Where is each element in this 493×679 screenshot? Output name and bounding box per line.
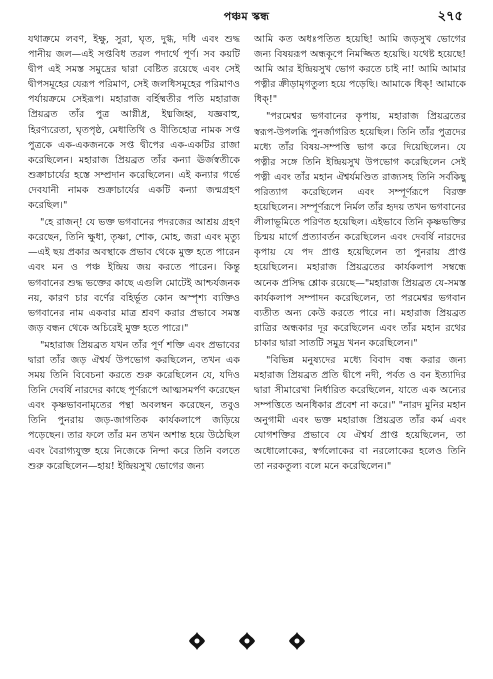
- paragraph: "পরমেশ্বর ভগবানের কৃপায়, মহারাজ প্রিয়ব্রতের স্বরূপ-উপলব্ধি পুনর্জাগরিত হয়েছিল। তিনি তাঁর পুত্রদের মধ্যে তাঁর বিষয়-সম্পত্তি ভাগ করে দিয়েছিলেন। যে পত্নীর সঙ্গে তিনি ইন্দ্রিয়সুখ উপভোগ করেছিলেন সেই পত্নী এবং তাঁর মহান ঐশ্বর্যমণ্ডিত রাজ্যসহ তিনি সর্বকিছু পরিত্যাগ করেছিলেন এবং সম্পূর্ণরূপে বিরক্ত হয়েছিলেন। সম্পূর্ণরূপে নির্মল তাঁর হৃদয় তখন ভগবানের লীলাভূমিতে পরিণত হয়েছিল। এইভাবে তিনি কৃষ্ণভক্তির চিন্ময় মার্গে প্রত্যাবর্তন করেছিলেন এবং দেবর্ষি নারদের কৃপায় যে পদ প্রাপ্ত হয়েছিলেন তা পুনরায় প্রাপ্ত হয়েছিলেন। মহারাজ প্রিয়ব্রতের কার্যকলাপ সম্বন্ধে অনেক প্রসিদ্ধ শ্লোক রয়েছে—"মহারাজ প্রিয়ব্রত যে-সমস্ত কার্যকলাপ সম্পাদন করেছিলেন, তা পরমেশ্বর ভগবান ব্যতীত অন্য কেউ করতে পারে না। মহারাজ প্রিয়ব্রত রাত্রির অন্ধকার দূর করেছিলেন এবং তাঁর মহান রথের চাকার দ্বারা সাতটি সমুদ্র খনন করেছিলেন।": [254, 111, 466, 349]
- paragraph: যথাক্রমে লবণ, ইক্ষু, সুরা, ঘৃত, দুগ্ধ, দধি এবং শুদ্ধ পানীয় জল—এই সপ্তবিধ তরল পদার্থে পূর্ণ। সব কয়টি দ্বীপ এই সমস্ত সমুদ্রের দ্বারা বেষ্টিত রয়েছে এবং সেই দ্বীপসমূহের যেরূপ পরিমাণ, সেই জলধিসমূহের পরিমাণও পর্যায়ক্রমে সেইরূপ। মহারাজ বর্হিষ্মতীর পতি মহারাজ প্রিয়ব্রত তাঁর পুত্র আগ্নীধ্র, ইধ্মজিহ্ব, যজ্ঞবাহু, হিরণ্যরেতা, ঘৃতপৃষ্ঠ, মেধাতিথি ও বীতিহোত্র নামক সপ্ত পুত্রকে এক-একজনকে সপ্ত দ্বীপের এক-একটির রাজা করেছিলেন। মহারাজ প্রিয়ব্রত তাঁর কন্যা ঊর্জস্বতীকে শুক্রাচার্যের হস্তে সম্প্রদান করেছিলেন। এই কন্যার গর্ভে দেবযানী নামক শুক্রাচার্যের একটি কন্যা জন্মগ্রহণ করেছিল।": [28, 34, 240, 212]
- paragraph: আমি কত অধঃপতিত হয়েছি! আমি জড়সুখ ভোগের জন্য বিষয়রূপ অন্ধকূপে নিমজ্জিত হয়েছি। যথেষ্ট হয়েছে! আমি আর ইন্দ্রিয়সুখ ভোগ করতে চাই না! আমি আমার পত্নীর ক্রীড়ামৃগতুল্য হয়ে পড়েছি। আমাকে ধিক্! আমাকে ধিক্!": [254, 34, 466, 106]
- page-header: [30, 8, 463, 26]
- running-title: পঞ্চম স্কন্ধ: [223, 10, 270, 23]
- ornament-icon: [236, 630, 258, 652]
- page-number: ২৭৫: [437, 9, 463, 24]
- ornament-icon: [186, 630, 208, 652]
- footer-ornament: [0, 630, 493, 652]
- paragraph: "বিভিন্ন মনুষ্যদের মধ্যে বিবাদ বন্ধ করার জন্য মহারাজ প্রিয়ব্রত প্রতি দ্বীপে নদী, পর্বত ও বন ইত্যাদির দ্বারা সীমারেখা নির্ধারিত করেছিলেন, যাতে এক অন্যের সম্পত্তিতে অনধিকার প্রবেশ না করে।" "নারদ মুনির মহান অনুগামী এবং ভক্ত মহারাজ প্রিয়ব্রত তাঁর কর্ম এবং যোগশক্তির প্রভাবে যে ঐশ্বর্য প্রাপ্ত হয়েছিলেন, তা অধোলোকের, স্বর্গলোকের বা নরলোকের হলেও তিনি তা নরকতুল্য বলে মনে করেছিলেন।": [254, 354, 466, 472]
- paragraph: "হে রাজন্! যে ভক্ত ভগবানের পদরজের আশ্রয় গ্রহণ করেছেন, তিনি ক্ষুধা, তৃষ্ণা, শোক, মোহ, জরা এবং মৃত্যু—এই ছয় প্রকার অবস্থাকে প্রভাব থেকে মুক্ত হতে পারেন এবং মন ও পঞ্চ ইন্দ্রিয় জয় করতে পারেন। কিন্তু ভগবানের শুদ্ধ ভক্তের কাছে এগুলি মোটেই আশ্চর্যজনক নয়, কারণ চার বর্ণের বহির্ভূত কোন অস্পৃশ্য ব্যক্তিও ভগবানের নাম একবার মাত্র শ্রবণ করার প্রভাবে সমস্ত জড় বন্ধন থেকে অচিরেই মুক্ত হতে পারে।": [28, 217, 240, 334]
- text-columns: [28, 32, 466, 610]
- paragraph: "মহারাজ প্রিয়ব্রত যখন তাঁর পূর্ণ শক্তি এবং প্রভাবের দ্বারা তাঁর জড় ঐশ্বর্য উপভোগ করছিলেন, তখন এক সময় তিনি বিবেচনা করতে শুরু করেছিলেন যে, যদিও তিনি দেবর্ষি নারদের কাছে পূর্ণরূপে আত্মসমর্পণ করেছেন এবং কৃষ্ণভাবনামৃতের পন্থা অবলম্বন করেছেন, তবুও তিনি পুনরায় জড়-জাগতিক কার্যকলাপে জড়িয়ে পড়েছেন। তার ফলে তাঁর মন তখন অশান্ত হয়ে উঠেছিল এবং বৈরাগ্যযুক্ত হয়ে নিজেকে নিন্দা করে তিনি বলতে শুরু করেছিলেন—হায়! ইন্দ্রিয়সুখ ভোগের জন্য: [28, 339, 240, 472]
- ornament-icon: [286, 630, 308, 652]
- right-column: [254, 32, 466, 610]
- left-column: [28, 32, 240, 610]
